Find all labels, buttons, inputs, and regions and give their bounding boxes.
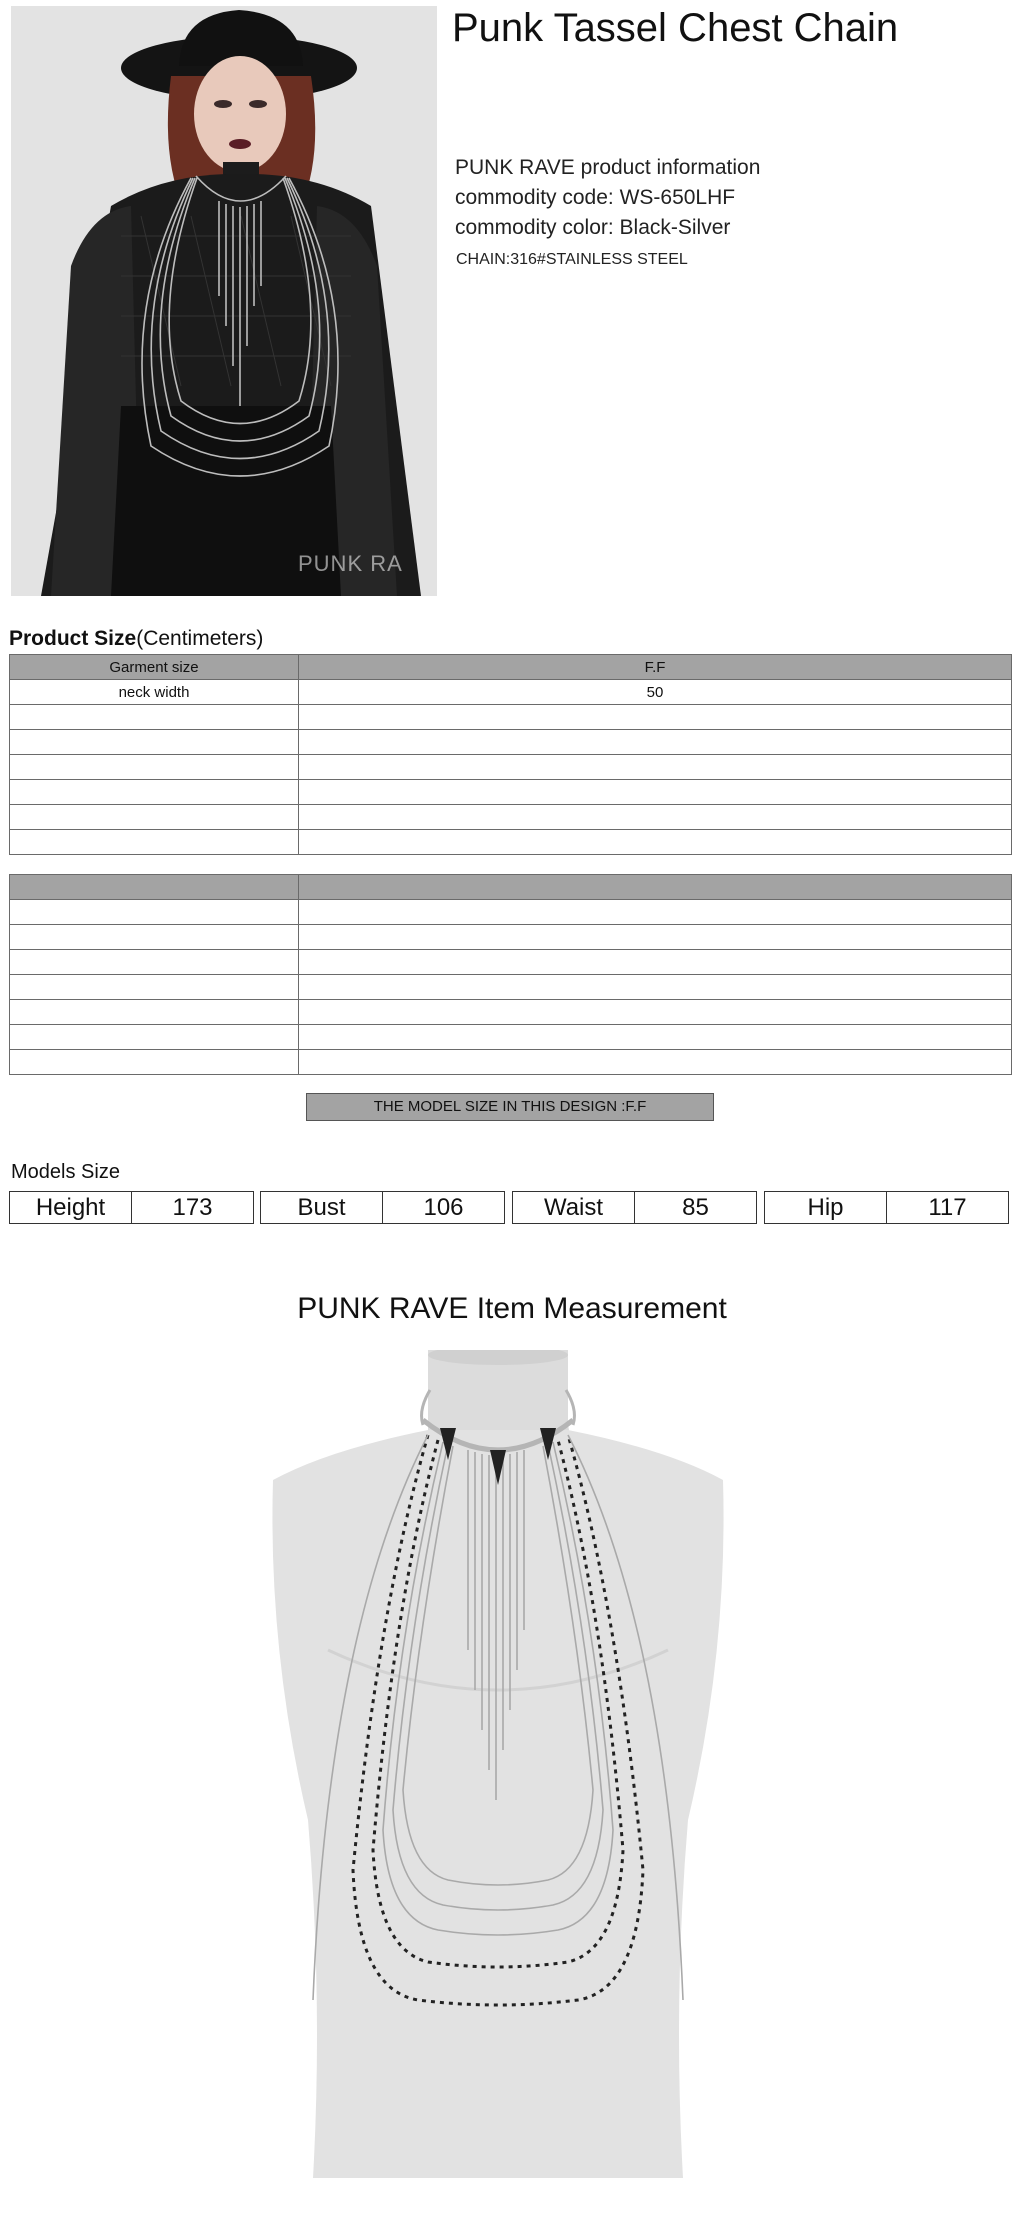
table-cell (299, 705, 1012, 730)
table-cell (299, 925, 1012, 950)
table-cell (299, 780, 1012, 805)
table-cell (10, 755, 299, 780)
product-size-table (9, 654, 1012, 855)
header-cell: F.F (299, 655, 1012, 680)
table-cell (10, 805, 299, 830)
product-size-unit: (Centimeters) (136, 627, 264, 650)
table-cell (10, 1025, 299, 1050)
table-cell (10, 780, 299, 805)
product-size-label: Product Size (9, 627, 137, 650)
models-size-bust (260, 1191, 505, 1224)
models-size-waist (512, 1191, 757, 1224)
models-size-label: Hip (765, 1192, 887, 1223)
table-cell (299, 1050, 1012, 1075)
models-size-label: Waist (513, 1192, 635, 1223)
table-cell (10, 975, 299, 1000)
table-row (10, 925, 1012, 950)
table-cell (299, 805, 1012, 830)
measurement-title: PUNK RAVE Item Measurement (297, 1292, 727, 1325)
product-info-brand: PUNK RAVE product information (455, 156, 761, 179)
secondary-size-table (9, 874, 1012, 1075)
table-row (10, 755, 1012, 780)
table-row (10, 780, 1012, 805)
models-size-value: 117 (928, 1193, 967, 1221)
header-cell: Garment size (10, 655, 299, 680)
table-cell (10, 830, 299, 855)
commodity-color: commodity color: Black-Silver (455, 216, 731, 239)
model-photo (11, 6, 437, 596)
table-cell (10, 1000, 299, 1025)
table-cell: 50 (299, 680, 1012, 705)
models-size-height (9, 1191, 254, 1224)
table-header-row (10, 655, 1012, 680)
models-size-label: Height (10, 1192, 132, 1223)
table-cell (10, 925, 299, 950)
models-size-label: Bust (261, 1192, 383, 1223)
models-size-value: 173 (172, 1193, 213, 1221)
table-cell (299, 950, 1012, 975)
models-size-value: 106 (423, 1193, 464, 1221)
table-cell (299, 1000, 1012, 1025)
header-cell (299, 875, 1012, 900)
table-row (10, 1000, 1012, 1025)
table-cell (299, 730, 1012, 755)
table-cell (10, 730, 299, 755)
table-row (10, 900, 1012, 925)
table-cell: neck width (10, 680, 299, 705)
material-info: CHAIN:316#STAINLESS STEEL (456, 251, 688, 268)
model-size-note: THE MODEL SIZE IN THIS DESIGN :F.F (306, 1093, 714, 1121)
table-cell (10, 1050, 299, 1075)
models-size-hip (764, 1191, 1009, 1224)
table-cell (10, 900, 299, 925)
table-cell (299, 1025, 1012, 1050)
header-cell (10, 875, 299, 900)
table-cell (299, 975, 1012, 1000)
table-header-row (10, 875, 1012, 900)
table-row (10, 1025, 1012, 1050)
table-cell (10, 950, 299, 975)
model-illustration (11, 6, 437, 596)
photo-watermark: PUNK RA (298, 551, 403, 576)
table-cell (10, 705, 299, 730)
mannequin-illustration (268, 1350, 728, 2178)
models-size-heading: Models Size (11, 1161, 120, 1183)
table-row (10, 680, 1012, 705)
table-row (10, 830, 1012, 855)
mannequin-photo (268, 1350, 728, 2178)
models-size-value: 85 (682, 1193, 709, 1221)
product-title: Punk Tassel Chest Chain (452, 6, 899, 50)
table-cell (299, 755, 1012, 780)
table-row (10, 805, 1012, 830)
table-row (10, 975, 1012, 1000)
table-cell (299, 900, 1012, 925)
table-row (10, 705, 1012, 730)
table-row (10, 1050, 1012, 1075)
table-row (10, 950, 1012, 975)
product-size-heading (9, 627, 263, 651)
table-row (10, 730, 1012, 755)
commodity-code: commodity code: WS-650LHF (455, 186, 736, 209)
table-cell (299, 830, 1012, 855)
